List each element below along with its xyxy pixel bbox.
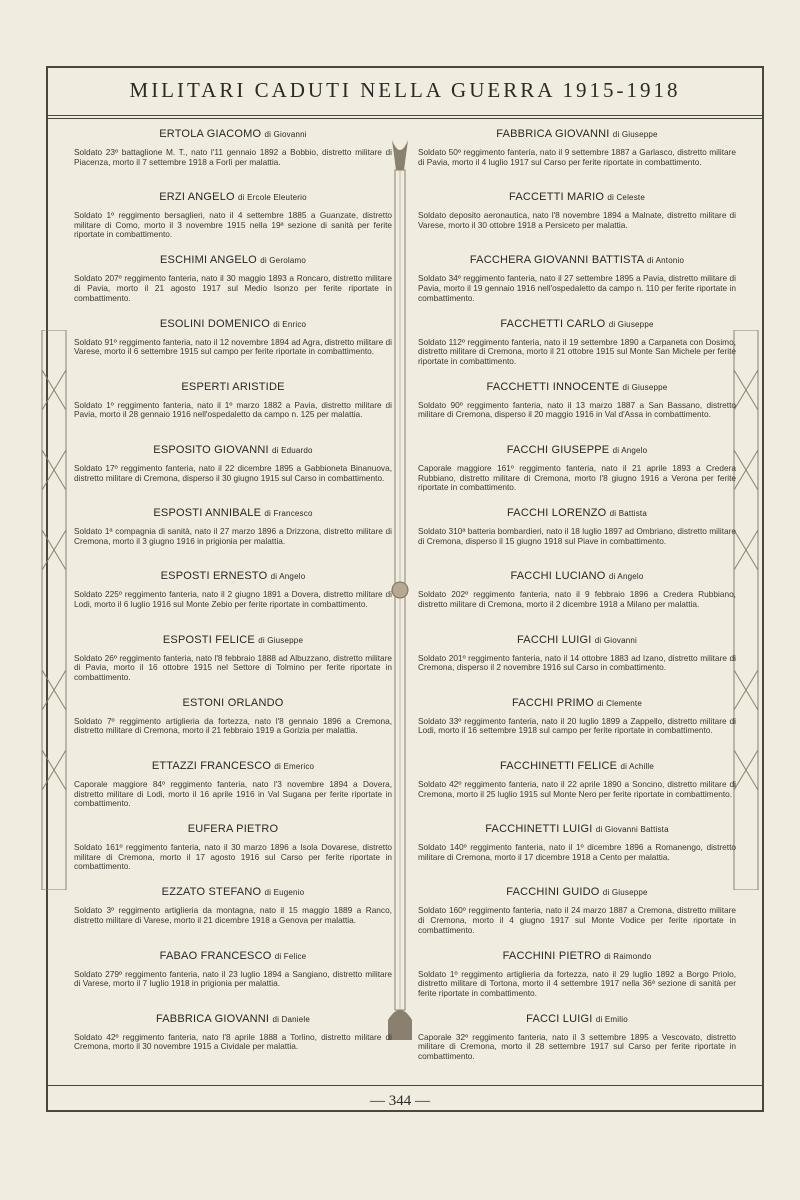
entry-name — [74, 381, 392, 393]
entry-name — [74, 128, 392, 140]
entry-parent: di Giuseppe — [258, 635, 304, 645]
entry-text: Soldato 201º reggimento fanteria, nato il 14 ottobre 1883 ad Izano, distretto militare di Cremona, disperso il 2 novembre 1916 sul Carso in combattimento. — [418, 652, 736, 673]
entry-parent: di Clemente — [597, 698, 642, 708]
entry-surname: FACCHINI GUIDO — [506, 886, 600, 899]
entry-parent: di Giuseppe — [608, 319, 654, 329]
entry-name — [418, 760, 736, 772]
entry — [74, 823, 392, 872]
entry-surname: ESPOSTI ANNIBALE — [153, 507, 262, 520]
entry-surname: FACCHERA GIOVANNI BATTISTA — [469, 254, 644, 267]
entry-surname: FABBRICA GIOVANNI — [496, 128, 610, 140]
page-header — [46, 66, 764, 116]
entry-text: Soldato 1ª compagnia di sanità, nato il 27 marzo 1896 a Drizzona, distretto militare di Cremona, morto il 3 giugno 1916 in prigionia per malattia. — [74, 526, 392, 546]
entry-text: Soldato 140º reggimento fanteria, nato il 1º dicembre 1896 a Romanengo, distretto militare di Cremona, morto il 17 dicembre 1918 a Cento per malattia. — [418, 842, 736, 862]
entry-surname: EUFERA PIETRO — [187, 823, 279, 836]
entry-surname: ETTAZZI FRANCESCO — [151, 760, 272, 772]
entry-parent: di Giuseppe — [612, 130, 658, 139]
entry-name — [418, 318, 736, 330]
entry-name — [74, 318, 392, 330]
entry-text: Soldato deposito aeronautica, nato l'8 novembre 1894 a Malnate, distretto militare di Varese, morto il 30 ottobre 1918 a Persiceto per malattia. — [418, 210, 736, 230]
entry-text: Soldato 50º reggimento fanteria, nato il 9 settembre 1887 a Garlasco, distretto militare di Pavia, morto il 4 luglio 1917 sul Carso per ferite riportate in combattimento. — [418, 147, 736, 167]
entry-surname: ESPOSTI ERNESTO — [160, 570, 268, 583]
entry-text: Soldato 1º reggimento artiglieria da fortezza, nato il 29 luglio 1892 a Borgo Priolo, distretto militare di Tortona, morto il 4 settembre 1917 nella 36ª sezione di sanità per ferite riportate in combattimento. — [418, 968, 736, 998]
entry-surname: FACCHINI PIETRO — [502, 949, 601, 962]
entry-surname: FACCHETTI CARLO — [500, 317, 606, 330]
entry-parent: di Ercole Eleuterio — [238, 193, 307, 203]
entry-surname: FACCHI LUCIANO — [510, 570, 606, 583]
entry — [418, 191, 736, 230]
entry-text: Soldato 23º battaglione M. T., nato l'11 gennaio 1892 a Bobbio, distretto militare di Piacenza, morto il 7 settembre 1918 a Forlì per malattia. — [74, 147, 392, 167]
entry-text: Soldato 7º reggimento artiglieria da fortezza, nato l'8 gennaio 1896 a Cremona, distretto militare di Cremona, morto il 21 febbraio 1919 a Gorizia per malattia. — [74, 715, 392, 736]
entry-surname: ESPOSITO GIOVANNI — [153, 444, 269, 456]
entry-parent: di Angelo — [270, 572, 306, 582]
entry-text: Soldato 161º reggimento fanteria, nato il 30 marzo 1896 a Isola Dovarese, distretto militare di Cremona, morto il 17 agosto 1916 sul Carso per ferite riportate in combattimento. — [74, 842, 392, 872]
entry-name — [74, 254, 392, 266]
entry-name — [74, 444, 392, 456]
entry — [74, 381, 392, 420]
entry — [74, 254, 392, 303]
entry-parent: di Giovanni — [264, 130, 307, 139]
entry — [418, 128, 736, 167]
entry-text: Soldato 42º reggimento fanteria, nato il 22 aprile 1890 a Soncino, distretto militare di Cremona, morto il 25 luglio 1915 sul Monte Nero per ferite riportate in combattimento. — [418, 779, 736, 799]
entry-name — [74, 886, 392, 898]
entry-name — [74, 950, 392, 962]
entry — [418, 570, 736, 609]
page-number: — 344 — — [370, 1093, 430, 1109]
entry — [74, 191, 392, 240]
entry-surname: EZZATO STEFANO — [161, 886, 262, 899]
entry — [418, 823, 736, 862]
entry-surname: FACCI LUIGI — [526, 1012, 593, 1025]
entry-parent: di Eduardo — [272, 446, 313, 455]
entry-text: Soldato 26º reggimento fanteria, nato l'8 febbraio 1888 ad Albuzzano, distretto militare di Pavia, morto il 16 ottobre 1915 nel Settore di Tolmino per ferite riportate in combattimento. — [74, 652, 392, 682]
entry-surname: FABAO FRANCESCO — [159, 949, 272, 962]
entry — [418, 507, 736, 546]
entry — [74, 634, 392, 683]
entry — [74, 760, 392, 809]
entry — [74, 128, 392, 167]
entry-text: Soldato 33º reggimento fanteria, nato il 20 luglio 1899 a Zappello, distretto militare di Lodi, morto il 16 settembre 1918 sul campo per ferite riportate in combattimento. — [418, 715, 736, 736]
entry-name — [418, 128, 736, 140]
entry-name — [418, 254, 736, 266]
entry-text: Soldato 90º reggimento fanteria, nato il 13 marzo 1887 a San Bassano, distretto militare di Cremona, disperso il 20 maggio 1916 in Val d'Assa in combattimento. — [418, 399, 736, 420]
entry-surname: ESPERTI ARISTIDE — [181, 380, 285, 393]
entry-name — [418, 634, 736, 646]
entry-parent: di Achille — [620, 762, 655, 771]
entry-parent: di Gerolamo — [260, 256, 306, 266]
entry-text: Soldato 1º reggimento bersaglieri, nato il 4 settembre 1885 a Guanzate, distretto militare di Como, morto il 3 novembre 1915 nella 19ª sezione di sanità per ferite riportate in combattimento. — [74, 210, 392, 240]
entry-surname: ESPOSTI FELICE — [162, 633, 255, 646]
entry-name — [418, 381, 736, 393]
entry-text: Caporale 32º reggimento fanteria, nato il 3 settembre 1895 a Vescovato, distretto militare di Cremona, morto il 28 settembre 1917 sul Carso per ferite riportate in combattimento. — [418, 1031, 736, 1061]
entry-surname: FACCHI PRIMO — [511, 696, 594, 709]
entry — [74, 1013, 392, 1052]
entry-text: Soldato 17º reggimento fanteria, nato il 22 dicembre 1895 a Gabbioneta Binanuova, distretto militare di Cremona, disperso il 30 giugno 1915 sul Carso in combattimento. — [74, 463, 392, 483]
entry-surname: FACCETTI MARIO — [509, 191, 605, 204]
entry — [418, 950, 736, 999]
entry-surname: FACCHINETTI FELICE — [499, 760, 618, 772]
entry-name — [74, 760, 392, 772]
entry — [418, 254, 736, 303]
entry — [418, 318, 736, 367]
left-banner-ornament-icon — [40, 330, 68, 890]
entry — [418, 444, 736, 493]
entry — [418, 381, 736, 420]
entry-parent: di Giuseppe — [602, 888, 648, 898]
entry — [418, 634, 736, 673]
entry-text: Soldato 34º reggimento fanteria, nato il 27 settembre 1895 a Pavia, distretto militare di Pavia, morto il 19 gennaio 1916 nell'ospedaletto da campo n. 110 per ferite riportate in combattimento. — [418, 273, 736, 303]
entry-parent: di Giovanni Battista — [595, 825, 669, 835]
entry-surname: FACCHINETTI LUIGI — [485, 823, 593, 836]
entry-text: Soldato 91º reggimento fanteria, nato il 12 novembre 1894 ad Agra, distretto militare di Varese, morto il 6 settembre 1915 sul campo per ferite riportate in combattimento. — [74, 336, 392, 357]
entry-name — [418, 570, 736, 582]
entry-surname: FACCHI LUIGI — [516, 633, 592, 646]
entry — [418, 697, 736, 736]
entry — [74, 886, 392, 925]
right-banner-ornament-icon — [732, 330, 760, 890]
entry-text: Soldato 3º reggimento artiglieria da montagna, nato il 15 maggio 1889 a Ranco, distretto militare di Varese, morto il 21 dicembre 1918 a Genova per malattia. — [74, 905, 392, 925]
entry-name — [418, 823, 736, 835]
entry-parent: di Enrico — [273, 319, 307, 329]
entry-parent: di Emilio — [595, 1014, 628, 1024]
entry-name — [74, 823, 392, 835]
entry-text: Soldato 207º reggimento fanteria, nato il 30 maggio 1893 a Roncaro, distretto militare di Pavia, morto il 21 agosto 1917 sul Medio Isonzo per ferite riportate in combattimento. — [74, 273, 392, 303]
page-title: MILITARI CADUTI NELLA GUERRA 1915-1918 — [129, 78, 681, 102]
entry-surname: ERZI ANGELO — [159, 191, 235, 204]
header-rule — [46, 118, 764, 119]
entry — [74, 697, 392, 736]
entry-text: Caporale maggiore 161º reggimento fanteria, nato il 21 aprile 1893 a Credera Rubbiano, distretto militare di Cremona, morto l'8 giugno 1916 a Verona per ferite riportate in combattimento. — [418, 463, 736, 493]
entry-parent: di Francesco — [264, 509, 313, 519]
entry-surname: FACCHETTI INNOCENTE — [486, 380, 620, 393]
entry-text: Soldato 225º reggimento fanteria, nato il 2 giugno 1891 a Dovera, distretto militare di Lodi, morto il 6 luglio 1916 sul Monte Zebio per ferite riportate in combattimento. — [74, 589, 392, 609]
entry-name — [74, 570, 392, 582]
entry-text: Soldato 1º reggimento fanteria, nato il 1º marzo 1882 a Pavia, distretto militare di Pavia, morto il 28 gennaio 1916 nell'ospedaletto da campo n. 125 per malattia. — [74, 399, 392, 420]
entry-name — [418, 886, 736, 898]
entry-name — [74, 697, 392, 709]
entry-surname: ESOLINI DOMENICO — [159, 317, 270, 330]
entry-text: Soldato 42º reggimento fanteria, nato l'8 aprile 1888 a Torlino, distretto militare di Cremona, morto il 30 novembre 1915 a Cividale per malattia. — [74, 1031, 392, 1052]
entry-surname: ESCHIMI ANGELO — [160, 254, 257, 267]
entry-name — [418, 444, 736, 456]
entry-text: Soldato 279º reggimento fanteria, nato il 23 luglio 1894 a Sangiano, distretto militare di Varese, morto il 7 luglio 1918 in prigionia per malattia. — [74, 968, 392, 989]
entry-parent: di Daniele — [272, 1014, 311, 1024]
entry-parent: di Eugenio — [264, 888, 305, 898]
entry-parent: di Battista — [609, 509, 647, 519]
entry-surname: ESTONI ORLANDO — [182, 696, 284, 709]
entry — [74, 570, 392, 609]
entry-name — [418, 191, 736, 203]
entry — [418, 886, 736, 935]
entry-text: Soldato 160º reggimento fanteria, nato il 24 marzo 1887 a Cremona, distretto militare di Cremona, morto il 4 giugno 1917 sul Monte Vodice per ferite riportate in combattimento. — [418, 905, 736, 935]
entry-name — [418, 1013, 736, 1025]
entry-name — [74, 634, 392, 646]
entry-parent: di Angelo — [608, 572, 644, 582]
entry-surname: FACCHI LORENZO — [507, 507, 607, 520]
entry-name — [74, 507, 392, 519]
entry — [74, 950, 392, 989]
entry-name — [418, 950, 736, 962]
entry-name — [418, 697, 736, 709]
entry-text: Caporale maggiore 84º reggimento fanteria, nato l'3 novembre 1894 a Dovera, distretto militare di Lodi, morto il 16 aprile 1916 in Val Sugana per ferite riportate in combattimento. — [74, 779, 392, 809]
entry-parent: di Angelo — [612, 446, 648, 455]
entry-parent: di Celeste — [607, 193, 645, 203]
entry — [74, 507, 392, 546]
entry-name — [74, 191, 392, 203]
entry-surname: ERTOLA GIACOMO — [159, 128, 262, 140]
entry-text: Soldato 112º reggimento fanteria, nato il 19 settembre 1890 a Carpaneta con Dosimo, distretto militare di Cremona, morto il 21 ottobre 1915 sul Monte San Michele per ferite riportate in combattimento. — [418, 336, 736, 366]
entry-text: Soldato 202º reggimento fanteria, nato il 9 febbraio 1896 a Credera Rubbiano, distretto militare di Cremona, morto il 2 dicembre 1918 a Milano per malattia. — [418, 589, 736, 609]
footer-rule — [46, 1085, 764, 1086]
entry-surname: FABBRICA GIOVANNI — [155, 1012, 270, 1025]
entry-name — [418, 507, 736, 519]
entry-surname: FACCHI GIUSEPPE — [506, 444, 610, 456]
entry — [418, 760, 736, 799]
entry-parent: di Giuseppe — [622, 382, 668, 392]
entry — [418, 1013, 736, 1062]
entry — [74, 318, 392, 357]
entry-name — [74, 1013, 392, 1025]
entry-parent: di Antonio — [647, 256, 685, 266]
entry-parent: di Raimondo — [604, 951, 652, 961]
entry-text: Soldato 310ª batteria bombardieri, nato il 18 luglio 1897 ad Ombriano, distretto militare di Cremona, disperso il 15 giugno 1918 sul Piave in combattimento. — [418, 526, 736, 546]
entry — [74, 444, 392, 483]
entry-parent: di Giovanni — [594, 635, 638, 645]
entry-parent: di Felice — [274, 951, 307, 961]
entry-parent: di Emerico — [274, 762, 315, 771]
